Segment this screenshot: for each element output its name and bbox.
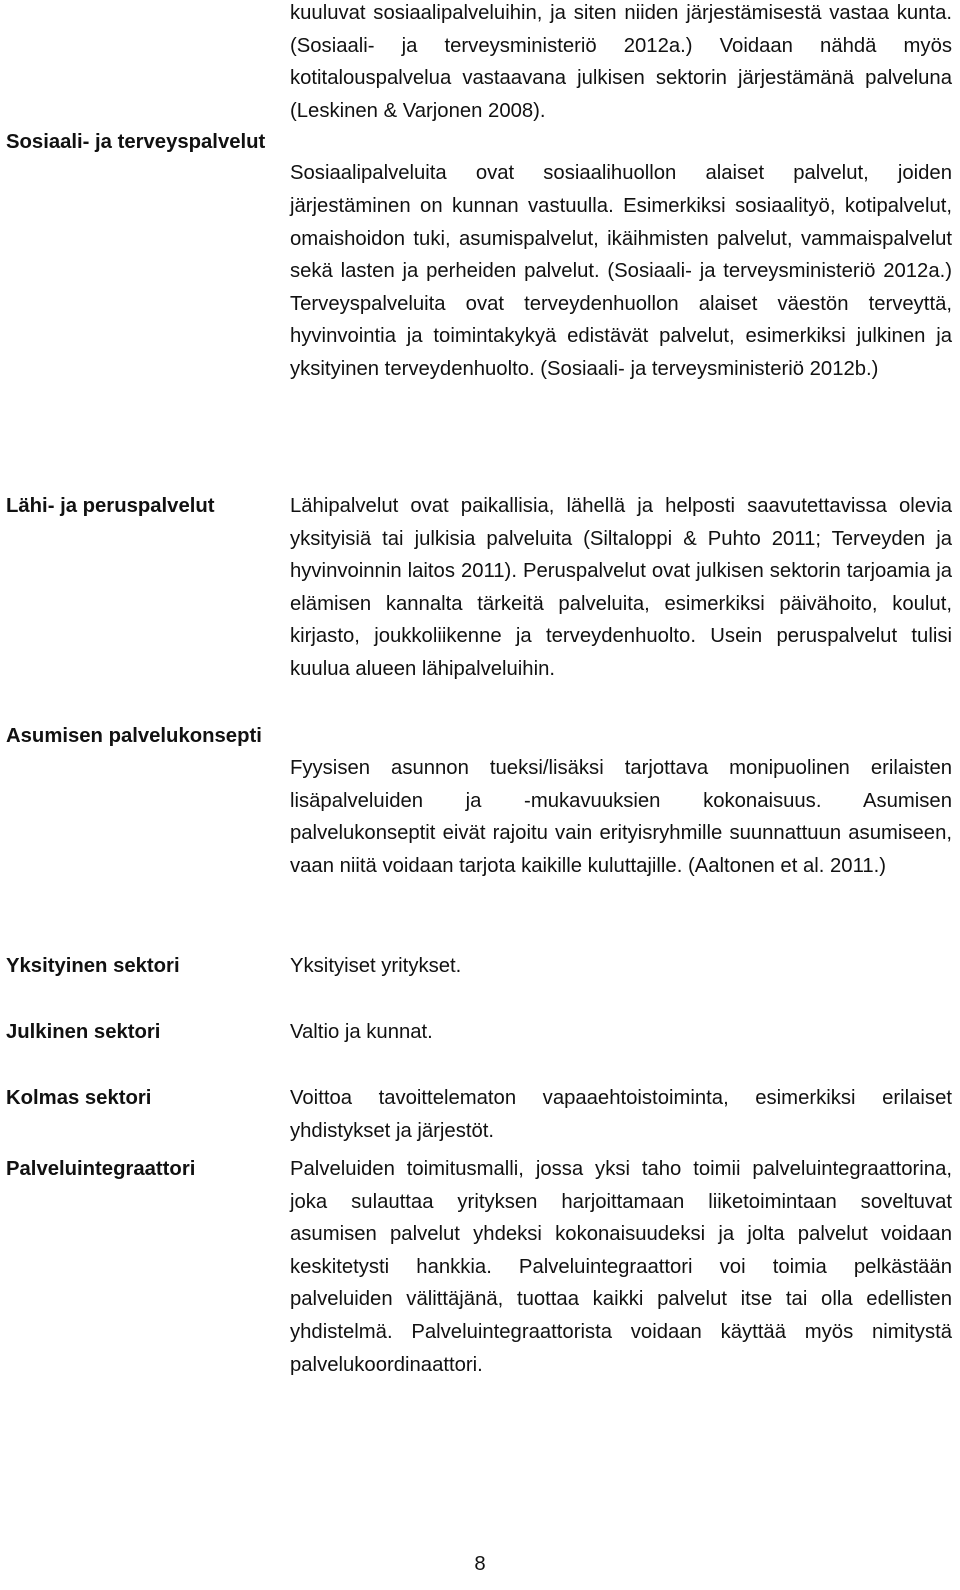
definition-paragraph: Sosiaalipalveluita ovat sosiaalihuollon alaiset palvelut, joiden järjestäminen on kunnan vastuulla. Esimerkiksi sosiaalityö, kotipalvelut, omaishoidon tuki, asumispalvelut, ikäihmisten palvelut, vammaispalvelut sekä lasten ja perheiden palvelut. (Sosiaali- ja terveysministeriö 2012a.) Terveyspalveluita ovat terveydenhuollon alaiset väestön terveyttä, hyvinvointia ja toimintakykyä edistävät palvelut, esimerkiksi julkinen ja yksityinen terveydenhuolto. (Sosiaali- ja terveysministeriö 2012b.) [290, 162, 952, 380]
term-lahi-ja-peruspalvelut: Lähi- ja peruspalvelut [6, 495, 215, 517]
term-yksityinen-sektori: Yksityinen sektori [6, 955, 180, 977]
term-julkinen-sektori: Julkinen sektori [6, 1021, 161, 1043]
page-number: 8 [474, 1553, 486, 1575]
definition-sosiaali-ja-terveyspalvelut [290, 0, 952, 386]
definition-kolmas-sektori: Voittoa tavoittelematon vapaaehtoistoiminta, esimerkiksi erilaiset yhdistykset ja järjestöt. [290, 1087, 952, 1142]
definition-asumisen-palvelukonsepti: Fyysisen asunnon tueksi/lisäksi tarjottava monipuolinen erilaisten lisäpalveluiden ja -mukavuuksien kokonaisuus. Asumisen palvelukonseptit eivät rajoitu vain erityisryhmille suunnattuun asumiseen, vaan niitä voidaan tarjota kaikille kuluttajille. (Aaltonen et al. 2011.) [290, 757, 952, 877]
definition-paragraph: kuuluvat sosiaalipalveluihin, ja siten niiden järjestämisestä vastaa kunta. (Sosiaali- ja terveysministeriö 2012a.) Voidaan nähdä myös kotitalouspalvelua vastaavana julkisen sektorin järjestämänä palveluna (Leskinen & Varjonen 2008). [290, 2, 952, 122]
term-palveluintegraattori: Palveluintegraattori [6, 1158, 196, 1180]
term-kolmas-sektori: Kolmas sektori [6, 1087, 152, 1109]
term-asumisen-palvelukonsepti: Asumisen palvelukonsepti [6, 725, 262, 747]
definition-julkinen-sektori: Valtio ja kunnat. [290, 1021, 433, 1043]
definition-palveluintegraattori: Palveluiden toimitusmalli, jossa yksi taho toimii palveluintegraattorina, joka sulauttaa yrityksen harjoittamaan liiketoimintaan soveltuvat asumisen palvelut yhdeksi kokonaisuudeksi ja jolta palvelut voidaan keskitetysti hankkia. Palveluintegraattori voi toimia pelkästään palveluiden välittäjänä, tuottaa kaikki palvelut itse tai olla edellisten yhdistelmä. Palveluintegraattorista voidaan käyttää myös nimitystä palvelukoordinaattori. [290, 1158, 952, 1376]
term-sosiaali-ja-terveyspalvelut: Sosiaali- ja terveyspalvelut [6, 131, 266, 153]
definition-lahi-ja-peruspalvelut: Lähipalvelut ovat paikallisia, lähellä ja helposti saavutettavissa olevia yksityisiä tai julkisia palveluita (Siltaloppi & Puhto 2011; Terveyden ja hyvinvoinnin laitos 2011). Peruspalvelut ovat julkisen sektorin tarjoamia ja elämisen kannalta tärkeitä palveluita, esimerkiksi päivähoito, koulut, kirjasto, joukkoliikenne ja terveydenhuolto. Usein peruspalvelut tulisi kuulua alueen lähipalveluihin. [290, 495, 952, 680]
definition-yksityinen-sektori: Yksityiset yritykset. [290, 955, 462, 977]
